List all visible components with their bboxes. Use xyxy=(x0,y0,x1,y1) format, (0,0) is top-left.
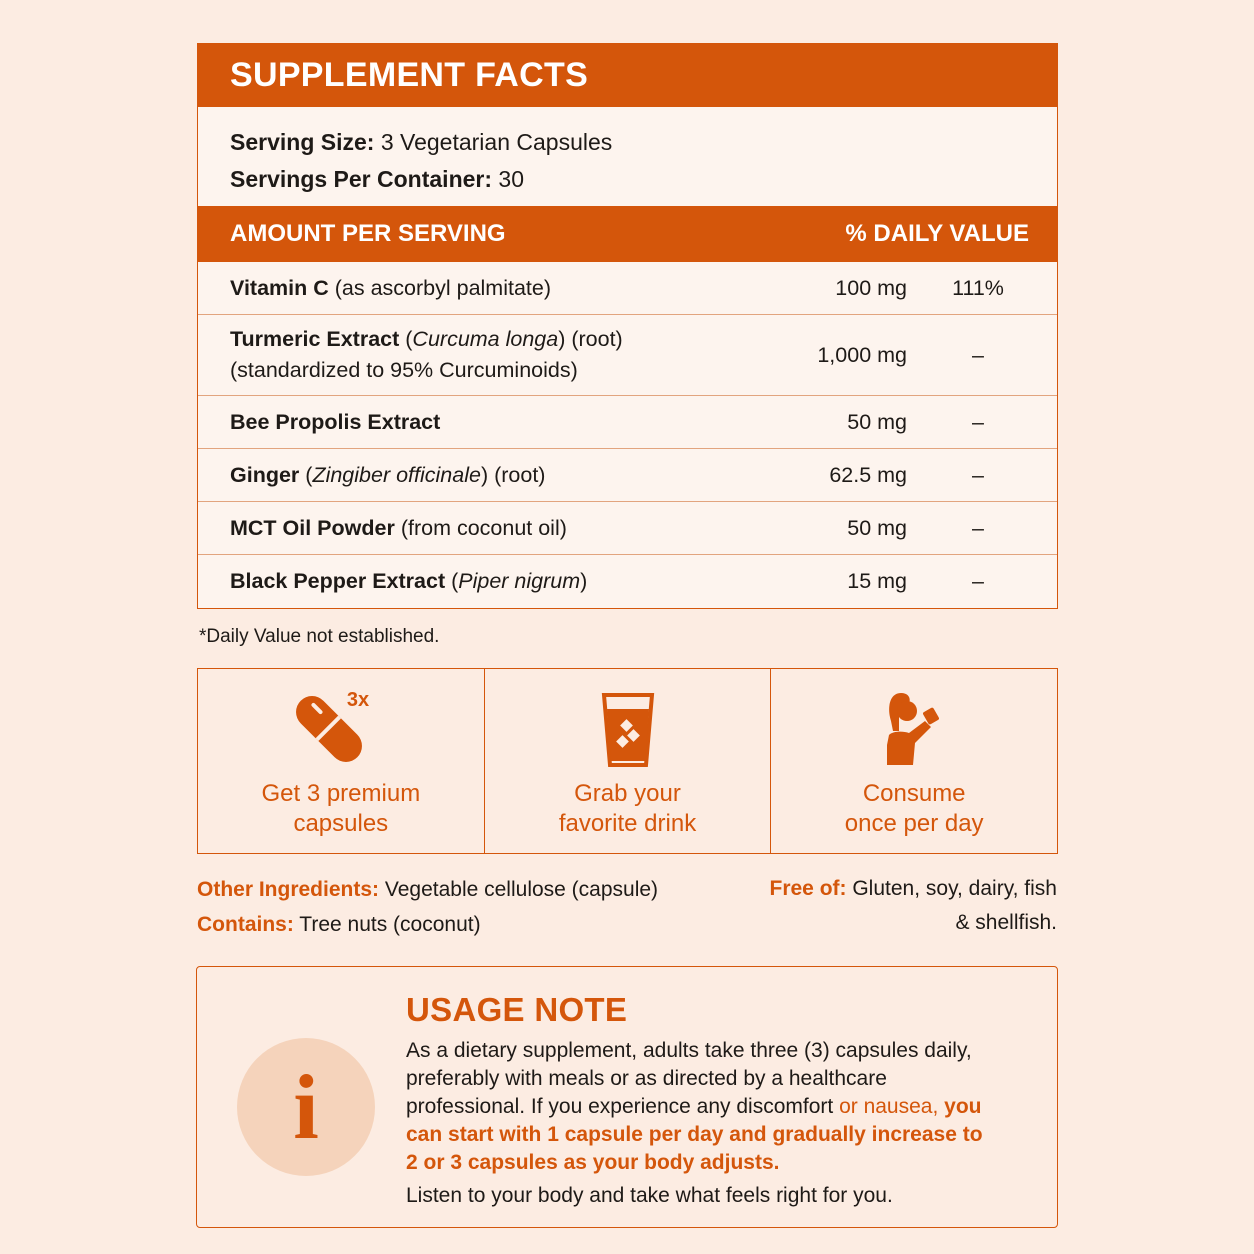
amount-cell: 15 mg xyxy=(847,569,907,593)
facts-row xyxy=(198,554,1057,608)
footnote: *Daily Value not established. xyxy=(199,626,440,647)
info-icon-glyph: i xyxy=(293,1056,319,1158)
nutrient-latin-name: Zingiber officinale xyxy=(312,462,481,487)
daily-value-cell: – xyxy=(972,515,984,540)
usage-body xyxy=(406,1037,996,1177)
contains xyxy=(197,907,658,942)
usage-text-accent: or nausea, xyxy=(839,1095,939,1118)
nutrient-name: Turmeric Extract xyxy=(230,327,400,351)
step-text: Get 3 premium capsules xyxy=(261,780,421,837)
amount-cell: 1,000 mg xyxy=(817,342,907,367)
amount-header-bar xyxy=(198,206,1057,262)
servings-value: 30 xyxy=(498,166,525,192)
free-of-value-2: & shellfish. xyxy=(955,911,1057,934)
nutrient-detail: ( xyxy=(399,327,413,351)
step-drink xyxy=(484,669,771,853)
amount-header: AMOUNT PER SERVING xyxy=(230,220,506,247)
amount-cell: 50 mg xyxy=(847,515,907,540)
capsule-count-badge: 3x xyxy=(346,689,370,711)
nutrient-standardization: (standardized to 95% Curcuminoids) xyxy=(230,358,578,382)
daily-value-cell: 111% xyxy=(952,275,1004,300)
usage-closing: Listen to your body and take what feels right for you. xyxy=(406,1184,893,1207)
nutrient-detail: ( xyxy=(445,569,459,593)
amount-cell: 100 mg xyxy=(835,275,907,300)
info-icon xyxy=(237,1038,375,1176)
nutrient-cell xyxy=(230,324,687,386)
nutrient-cell xyxy=(230,460,687,491)
usage-title: USAGE NOTE xyxy=(406,991,628,1028)
facts-row xyxy=(198,448,1057,501)
facts-header xyxy=(198,44,1057,107)
free-of xyxy=(757,872,1057,940)
serving-size xyxy=(230,124,1025,161)
amount-cell: 62.5 mg xyxy=(829,462,907,487)
contains-value: Tree nuts (coconut) xyxy=(293,913,481,936)
supplement-facts-table xyxy=(197,43,1058,609)
nutrient-detail: ( xyxy=(299,462,313,487)
drink-glass-icon xyxy=(598,687,658,771)
nutrient-detail: (from coconut oil) xyxy=(394,515,567,540)
step-text: Consume once per day xyxy=(844,780,984,837)
nutrient-detail-post: ) (root) xyxy=(558,327,623,351)
facts-rows xyxy=(198,262,1057,608)
usage-steps xyxy=(197,668,1058,854)
daily-value-cell: – xyxy=(972,409,984,434)
serving-info xyxy=(198,107,1057,206)
nutrient-name: Black Pepper Extract xyxy=(230,569,446,593)
nutrient-latin-name: Curcuma longa xyxy=(412,327,559,351)
servings-per-container xyxy=(230,161,1025,198)
capsule-icon xyxy=(291,687,391,771)
usage-text-bold-accent: you can start with 1 capsule per day and gradually increase to 2 or 3 capsules as your body adjusts. xyxy=(406,1095,983,1174)
serving-size-value: 3 Vegetarian Capsules xyxy=(380,129,613,155)
facts-row xyxy=(198,395,1057,448)
nutrient-cell xyxy=(230,407,687,438)
step-consume xyxy=(770,669,1057,853)
dv-header: % DAILY VALUE xyxy=(845,220,1029,247)
nutrient-name: Bee Propolis Extract xyxy=(230,409,441,434)
facts-title: SUPPLEMENT FACTS xyxy=(230,56,589,94)
step-text: Grab your favorite drink xyxy=(558,780,697,837)
daily-value-cell: – xyxy=(972,342,984,367)
daily-value-cell: – xyxy=(972,569,984,593)
nutrient-cell xyxy=(230,566,687,597)
step-capsules xyxy=(198,669,484,853)
nutrient-name: Ginger xyxy=(230,462,300,487)
other-ingredients xyxy=(197,872,658,907)
usage-note xyxy=(196,966,1058,1228)
daily-value-cell: – xyxy=(972,462,984,487)
free-of-value: Gluten, soy, dairy, fish xyxy=(846,877,1057,900)
nutrient-name: Vitamin C xyxy=(230,275,329,300)
nutrient-cell xyxy=(230,273,687,304)
nutrient-detail-post: ) xyxy=(580,569,588,593)
facts-row xyxy=(198,314,1057,395)
person-drinking-icon xyxy=(879,687,949,771)
contains-label: Contains: xyxy=(197,913,294,936)
facts-row xyxy=(198,262,1057,314)
nutrient-latin-name: Piper nigrum xyxy=(458,569,581,593)
usage-text-plain: As a dietary supplement, adults take three (3) capsules daily, preferably with meals or as directed by a healthcare professional. If you experience any discomfort xyxy=(406,1039,972,1118)
nutrient-detail-post: ) (root) xyxy=(480,462,546,487)
servings-label: Servings Per Container: xyxy=(230,166,493,192)
ingredients-left xyxy=(197,872,658,942)
nutrient-cell xyxy=(230,513,687,544)
free-of-label: Free of: xyxy=(769,877,847,900)
nutrient-detail: (as ascorbyl palmitate) xyxy=(328,275,552,300)
amount-cell: 50 mg xyxy=(847,409,907,434)
other-ingredients-label: Other Ingredients: xyxy=(197,878,380,901)
serving-size-label: Serving Size: xyxy=(230,129,375,155)
nutrient-name: MCT Oil Powder xyxy=(230,515,395,540)
other-ingredients-value: Vegetable cellulose (capsule) xyxy=(379,878,659,901)
facts-row xyxy=(198,501,1057,554)
